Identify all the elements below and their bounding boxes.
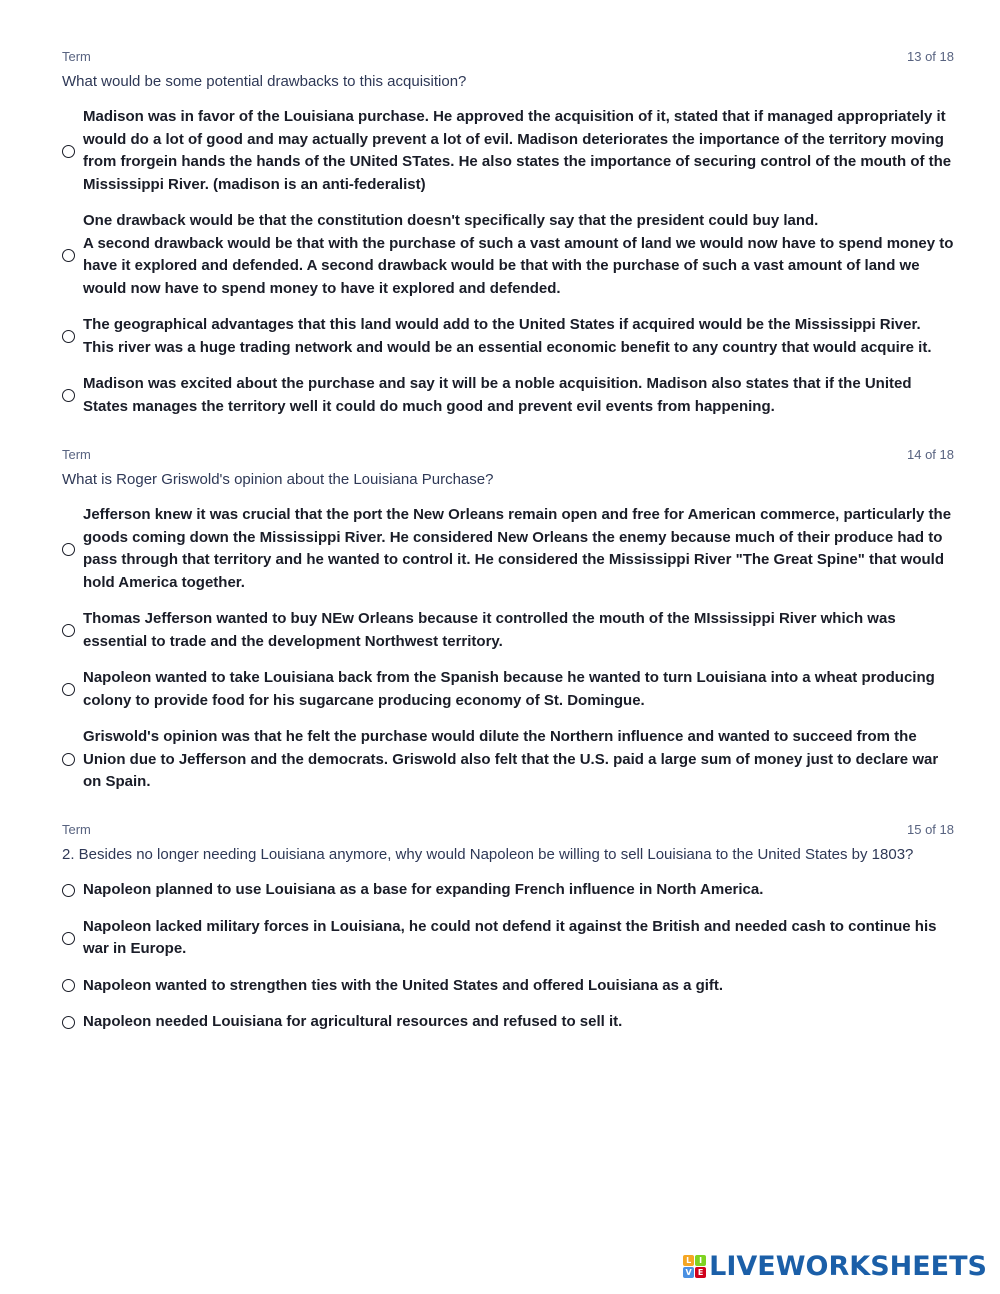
- radio-circle-icon[interactable]: [62, 145, 75, 158]
- answer-option[interactable]: [62, 667, 954, 712]
- logo-text: LIVEWORKSHEETS: [709, 1251, 987, 1282]
- radio-circle-icon[interactable]: [62, 683, 75, 696]
- card-header: [62, 819, 954, 839]
- card-counter: 15 of 18: [907, 821, 954, 837]
- term-label: Term: [62, 821, 91, 837]
- answer-option-text: Griswold's opinion was that he felt the purchase would dilute the Northern influence and wanted to succeed from the Union due to Jefferson and the democrats. Griswold also felt that the U.S. paid a large sum of money just to declare war on Spain.: [83, 728, 939, 790]
- logo-mark-letter: I: [695, 1255, 706, 1266]
- radio-circle-icon[interactable]: [62, 249, 75, 262]
- answer-option-text: Napoleon wanted to take Louisiana back from the Spanish because he wanted to turn Louisiana into a wheat producing colony to provide food for his sugarcane producing economy of St. Domingue.: [83, 669, 935, 709]
- question-text: What would be some potential drawbacks to this acquisition?: [62, 73, 467, 90]
- radio-circle-icon[interactable]: [62, 543, 75, 556]
- question-text: 2. Besides no longer needing Louisiana anymore, why would Napoleon be willing to sell Louisiana to the United States by 1803?: [62, 846, 914, 863]
- radio-circle-icon[interactable]: [62, 624, 75, 637]
- radio-circle-icon[interactable]: [62, 1016, 75, 1029]
- answer-option[interactable]: [62, 504, 954, 594]
- logo-mark-letter: E: [695, 1267, 706, 1278]
- answer-option[interactable]: [62, 726, 954, 794]
- term-label: Term: [62, 48, 91, 64]
- term-label: Term: [62, 446, 91, 462]
- worksheet-page: [62, 46, 954, 1048]
- answer-option-text: Madison was excited about the purchase and say it will be a noble acquisition. Madison also states that if the United States manages the territory well it could do much good and prevent evil events from happening.: [83, 375, 912, 415]
- answer-option-text: Madison was in favor of the Louisiana purchase. He approved the acquisition of it, stated that if managed appropriately it would do a lot of good and may actually prevent a lot of evil. Madison deteriorates the importance of the territory moving from frorgein hands the hands of the UNited STates. He also states the importance of securing control of the mouth of the Mississippi River. (madison is an anti-federalist): [83, 108, 952, 193]
- answer-option[interactable]: [62, 210, 954, 300]
- term-card-13: [62, 46, 954, 444]
- answer-option-text: Napoleon wanted to strengthen ties with the United States and offered Louisiana as a gift.: [83, 976, 724, 994]
- radio-circle-icon[interactable]: [62, 932, 75, 945]
- card-header: [62, 46, 954, 66]
- logo-mark-letter: L: [683, 1255, 694, 1266]
- answer-option[interactable]: [62, 1011, 954, 1034]
- answer-option[interactable]: [62, 373, 954, 418]
- answer-option[interactable]: [62, 879, 954, 902]
- answer-option-text: Napoleon needed Louisiana for agricultural resources and refused to sell it.: [83, 1013, 623, 1030]
- radio-circle-icon[interactable]: [62, 979, 75, 992]
- liveworksheets-logo: [683, 1251, 987, 1282]
- card-counter: 13 of 18: [907, 48, 954, 64]
- answer-option-text: Napoleon lacked military forces in Louisiana, he could not defend it against the British and needed cash to continue his war in Europe.: [83, 917, 937, 957]
- card-counter: 14 of 18: [907, 446, 954, 462]
- answer-option[interactable]: [62, 106, 954, 196]
- radio-circle-icon[interactable]: [62, 330, 75, 343]
- term-card-14: [62, 444, 954, 819]
- answer-option-text: Thomas Jefferson wanted to buy NEw Orleans because it controlled the mouth of the MIssissippi River which was essential to trade and the development Northwest territory.: [83, 610, 896, 650]
- radio-circle-icon[interactable]: [62, 753, 75, 766]
- card-header: [62, 444, 954, 464]
- answer-option-text: The geographical advantages that this land would add to the United States if acquired would be the Mississippi River. This river was a huge trading network and would be an essential economic benefit to any country that would acquire it.: [83, 316, 932, 356]
- radio-circle-icon[interactable]: [62, 389, 75, 402]
- answer-option[interactable]: [62, 975, 954, 998]
- logo-mark-letter: V: [683, 1267, 694, 1278]
- answer-option[interactable]: [62, 314, 954, 359]
- answer-option[interactable]: [62, 916, 954, 961]
- answer-option-text: Jefferson knew it was crucial that the port the New Orleans remain open and free for American commerce, particularly the goods coming down the Mississippi River. He considered New Orleans the enemy because much of their produce had to pass through that territory and he wanted to control it. He considered the Mississippi River "The Great Spine" that would hold America together.: [83, 506, 952, 591]
- answer-option[interactable]: [62, 608, 954, 653]
- answer-option-text: One drawback would be that the constitution doesn't specifically say that the president could buy land. A second drawback would be that with the purchase of such a vast amount of land we would now have to spend money to have it explored and defended. A second drawback would be that with the purchase of such a vast amount of land we would now have to spend money to have it explored and defended.: [83, 212, 954, 297]
- question-text: What is Roger Griswold's opinion about the Louisiana Purchase?: [62, 471, 494, 488]
- term-card-15: [62, 819, 954, 1034]
- answer-option-text: Napoleon planned to use Louisiana as a base for expanding French influence in North America.: [83, 881, 764, 898]
- radio-circle-icon[interactable]: [62, 884, 75, 897]
- logo-mark-icon: [683, 1255, 706, 1278]
